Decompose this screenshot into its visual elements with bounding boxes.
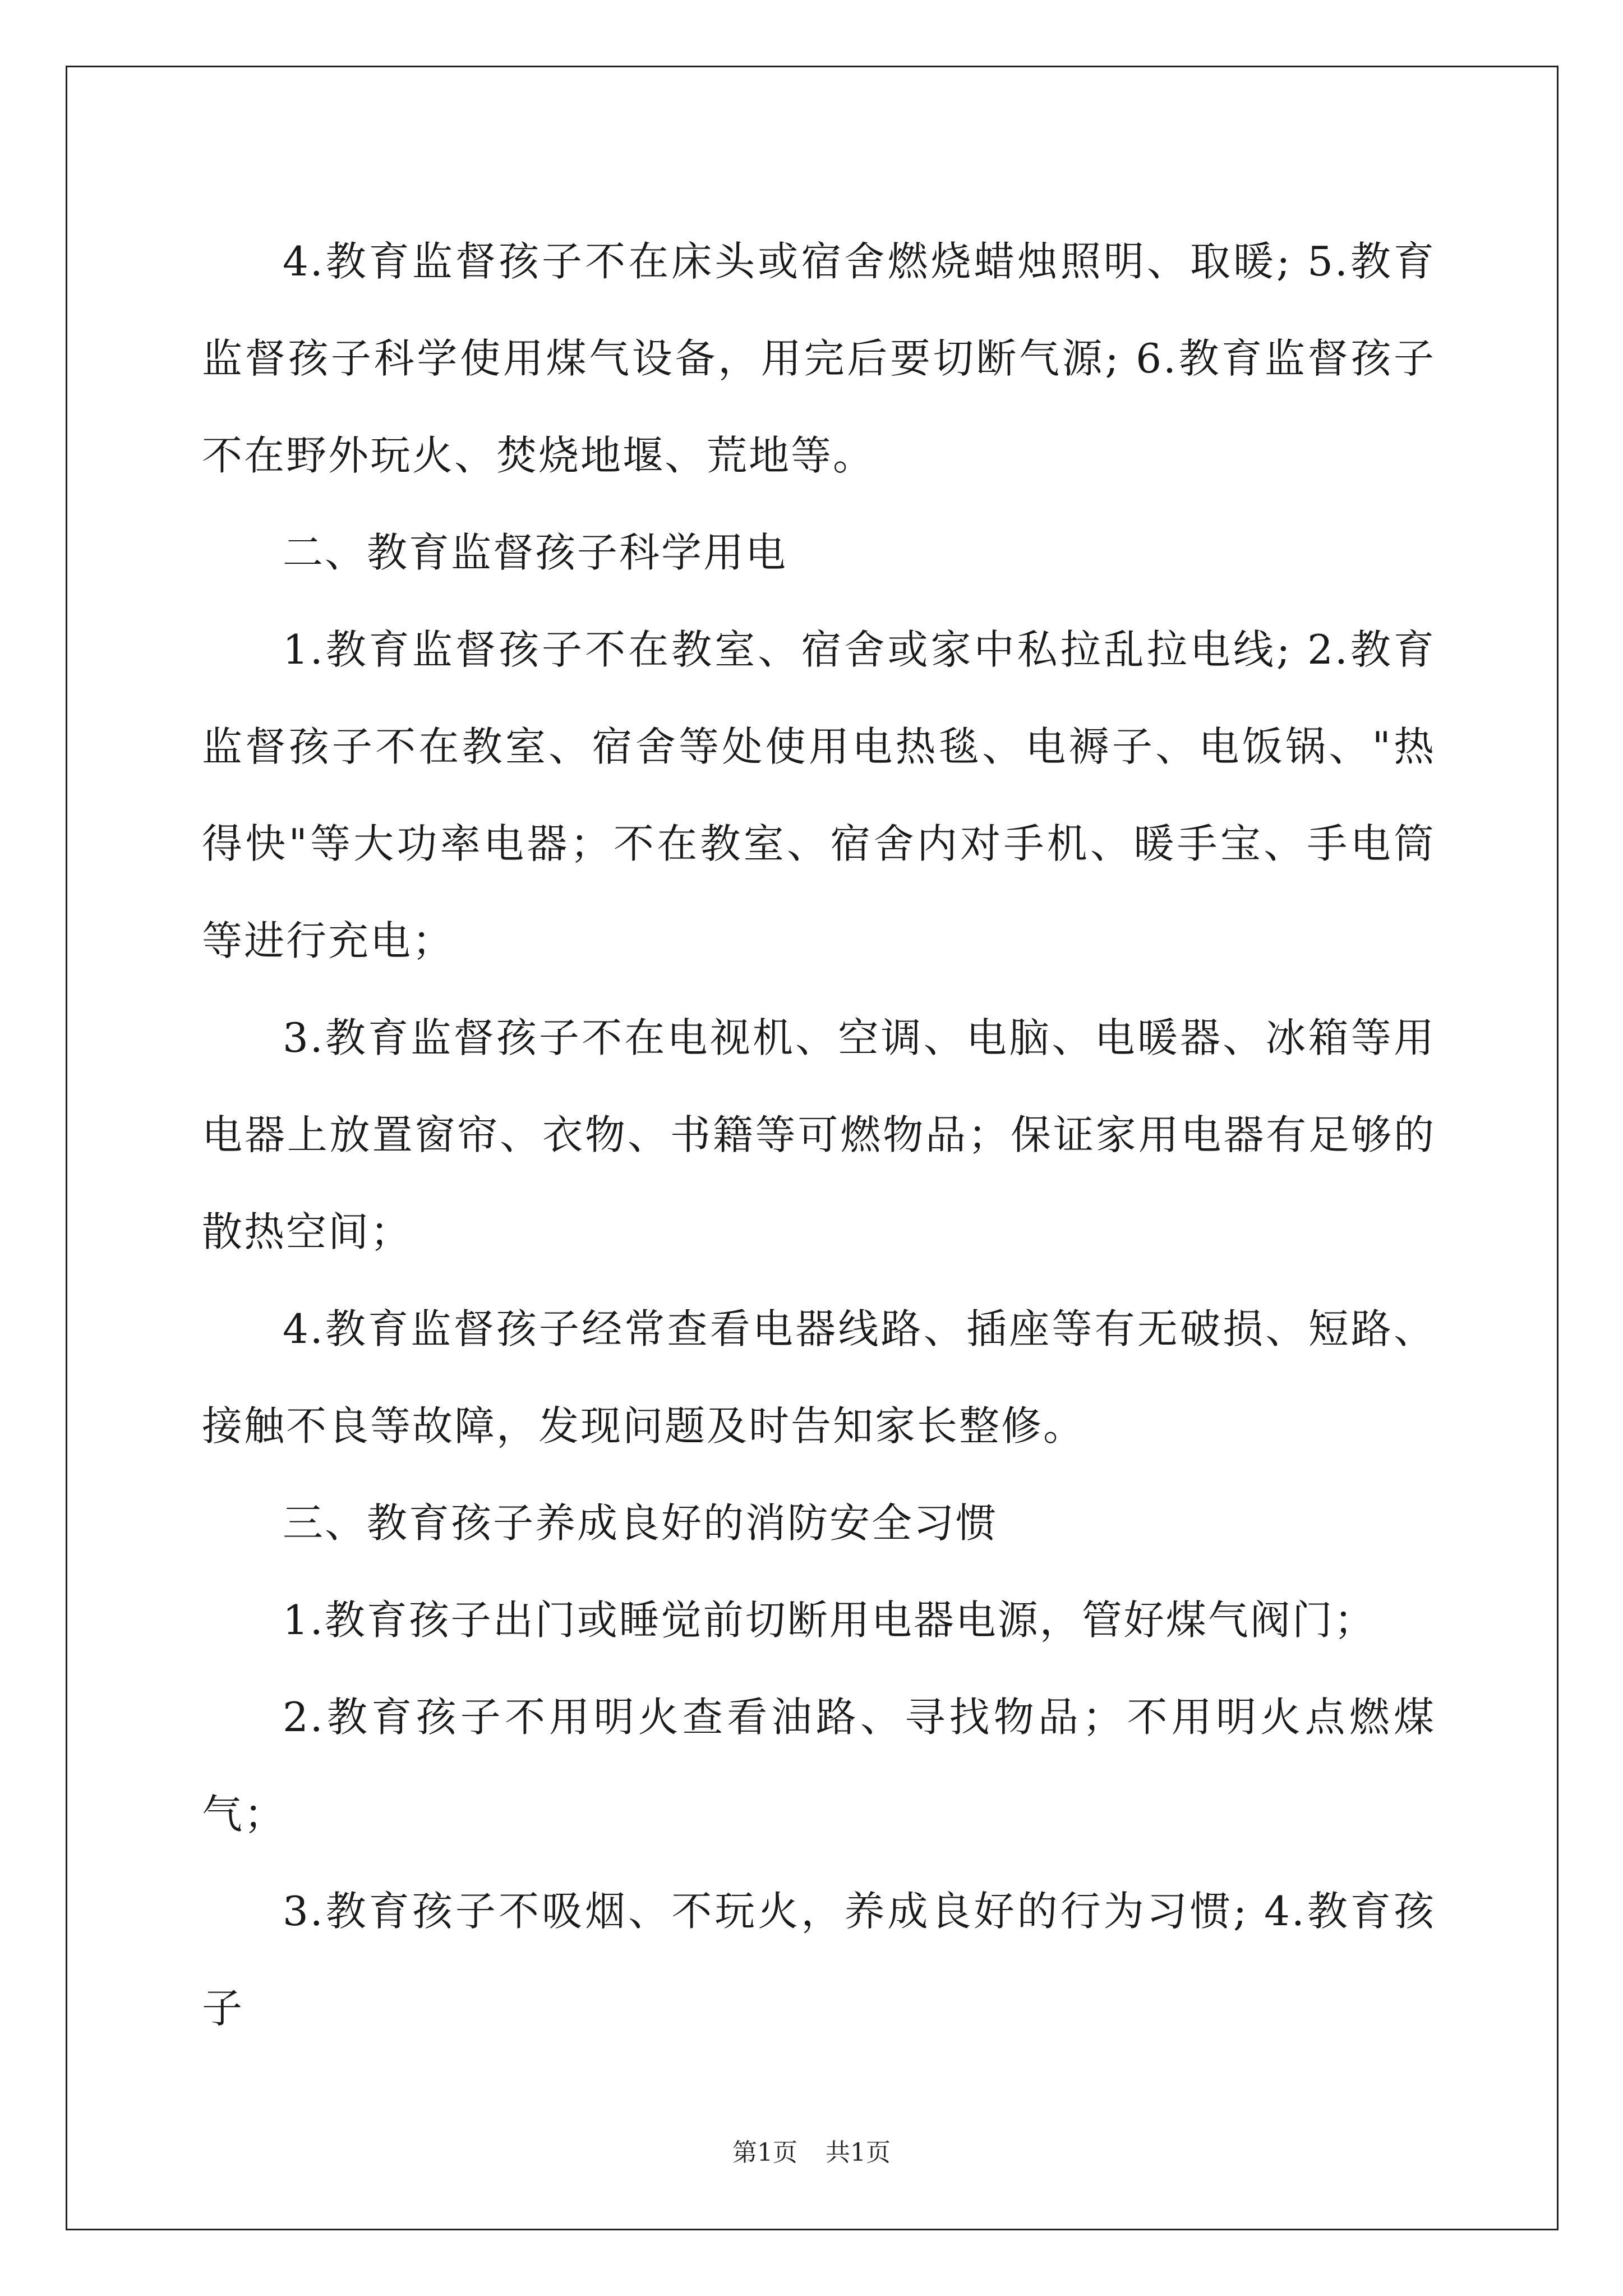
page-footer	[0, 2137, 1623, 2169]
paragraph-fire-safety-items: 4.教育监督孩子不在床头或宿舍燃烧蜡烛照明、取暖; 5.教育监督孩子科学使用煤气设备，用完后要切断气源; 6.教育监督孩子不在野外玩火、焚烧地堰、荒地等。	[202, 238, 1436, 479]
paragraph-habit-items-3-4: 3.教育孩子不吸烟、不玩火，养成良好的行为习惯; 4.教育孩子	[202, 1888, 1436, 2032]
paragraph-electricity-items-1-2: 1.教育监督孩子不在教室、宿舍或家中私拉乱拉电线; 2.教育监督孩子不在教室、宿舍等处使用电热毯、电褥子、电饭锅、"热得快"等大功率电器；不在教室、宿舍内对手机、暖手宝、手电筒等进行充电；	[202, 626, 1436, 964]
page-number-current: 第1页	[732, 2138, 797, 2167]
paragraph-electricity-item-4: 4.教育监督孩子经常查看电器线路、插座等有无破损、短路、接触不良等故障，发现问题及时告知家长整修。	[202, 1305, 1436, 1450]
paragraph-habit-item-2: 2.教育孩子不用明火查看油路、寻找物品；不用明火点燃煤气；	[202, 1694, 1436, 1838]
paragraph-habit-item-1: 1.教育孩子出门或睡觉前切断用电器电源，管好煤气阀门；	[283, 1596, 1376, 1644]
section-heading-habits: 三、教育孩子养成良好的消防安全习惯	[283, 1499, 998, 1547]
paragraph-electricity-item-3: 3.教育监督孩子不在电视机、空调、电脑、电暖器、冰箱等用电器上放置窗帘、衣物、书籍等可燃物品；保证家用电器有足够的散热空间；	[202, 1014, 1436, 1255]
page-number-total: 共1页	[826, 2138, 891, 2167]
section-heading-electricity: 二、教育监督孩子科学用电	[283, 529, 788, 576]
document-body	[202, 213, 1436, 2057]
